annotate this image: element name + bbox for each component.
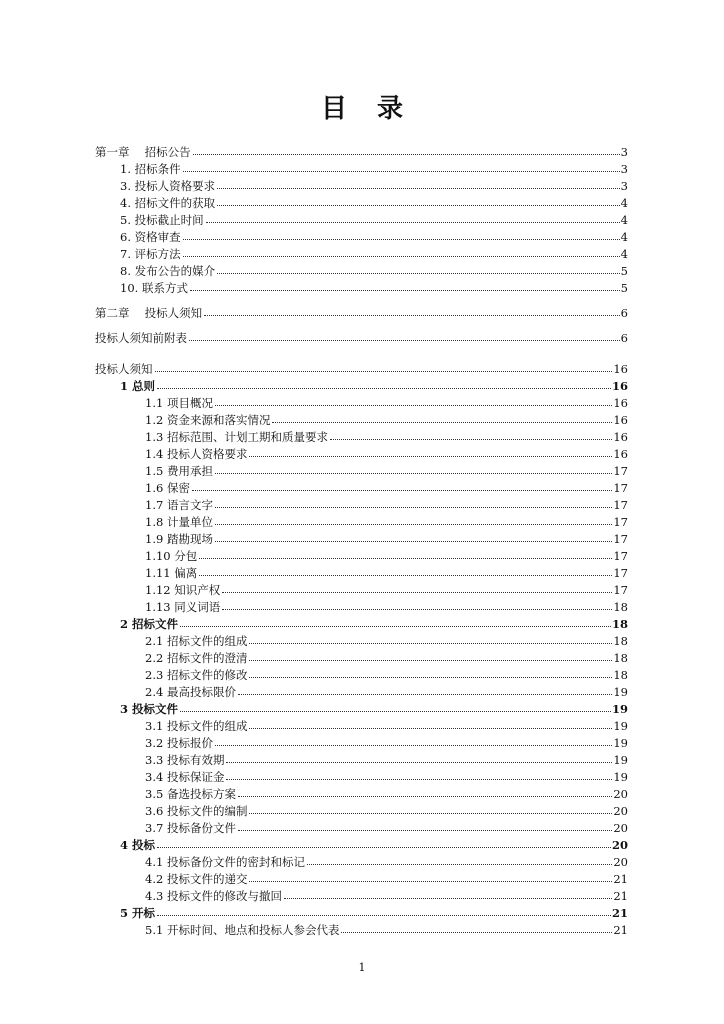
toc-entry-page: 5 [620, 264, 628, 278]
toc-entry-label: 4 投标 [120, 838, 156, 852]
toc-entry-label: 4. 招标文件的获取 [120, 196, 216, 210]
toc-entry-label: 10. 联系方式 [120, 281, 188, 295]
toc-entry-label: 3.7 投标备份文件 [145, 821, 236, 835]
toc-dot-leader [204, 315, 620, 316]
toc-entry-label: 2.3 招标文件的修改 [145, 668, 248, 682]
toc-dot-leader [183, 171, 620, 172]
toc-entry-label: 1. 招标条件 [120, 162, 181, 176]
toc-entry-page: 3 [620, 179, 628, 193]
toc-entry[interactable] [145, 717, 628, 733]
toc-dot-leader [330, 439, 612, 440]
toc-entry[interactable] [145, 496, 628, 512]
toc-entry[interactable] [120, 245, 628, 261]
toc-entry-label: 4.1 投标备份文件的密封和标记 [145, 855, 305, 869]
toc-entry-page: 19 [613, 719, 628, 733]
toc-entry-label: 2.1 招标文件的组成 [145, 634, 248, 648]
toc-entry[interactable] [95, 329, 628, 345]
toc-entry-page: 20 [613, 855, 628, 869]
toc-dot-leader [189, 340, 620, 341]
toc-entry-label: 1.6 保密 [145, 481, 190, 495]
toc-entry-label: 3.6 投标文件的编制 [145, 804, 248, 818]
toc-entry-page: 18 [613, 651, 628, 665]
toc-dot-leader [307, 864, 612, 865]
toc-entry-page: 19 [613, 736, 628, 750]
toc-entry[interactable] [95, 360, 628, 376]
toc-entry[interactable] [145, 768, 628, 784]
toc-entry-page: 17 [613, 481, 628, 495]
toc-entry-label: 1.2 资金来源和落实情况 [145, 413, 271, 427]
toc-entry-page: 16 [613, 362, 628, 376]
toc-entry-page: 17 [613, 532, 628, 546]
toc-dot-leader [206, 222, 620, 223]
toc-entry-page: 17 [613, 549, 628, 563]
toc-dot-leader [192, 490, 612, 491]
title-char-2: 录 [377, 94, 404, 124]
toc-entry[interactable] [145, 853, 628, 869]
toc-entry[interactable] [145, 479, 628, 495]
toc-entry-label: 4.3 投标文件的修改与撤回 [145, 889, 282, 903]
toc-dot-leader [249, 813, 612, 814]
toc-dot-leader [217, 205, 620, 206]
toc-dot-leader [215, 405, 612, 406]
toc-entry[interactable] [145, 683, 628, 699]
toc-dot-leader [180, 711, 611, 712]
toc-entry-page: 19 [613, 685, 628, 699]
toc-entry-label: 3.5 备选投标方案 [145, 787, 236, 801]
toc-entry-label: 1.11 偏离 [145, 566, 198, 580]
toc-entry-page: 20 [613, 804, 628, 818]
toc-entry[interactable] [145, 802, 628, 818]
toc-entry[interactable] [120, 615, 628, 631]
toc-entry-page: 5 [620, 281, 628, 295]
toc-entry[interactable] [120, 228, 628, 244]
toc-entry-page: 19 [613, 753, 628, 767]
toc-entry-label: 投标人须知前附表 [95, 331, 187, 345]
toc-entry-page: 16 [611, 379, 628, 393]
toc-dot-leader [193, 154, 620, 155]
toc-dot-leader [157, 388, 611, 389]
page-number: 1 [358, 961, 366, 974]
toc-entry-label: 1.10 分包 [145, 549, 198, 563]
page-title [0, 88, 724, 125]
toc-entry[interactable] [145, 462, 628, 478]
toc-dot-leader [215, 541, 612, 542]
toc-entry-label: 4.2 投标文件的递交 [145, 872, 248, 886]
toc-entry-page: 20 [613, 787, 628, 801]
toc-entry-page: 17 [613, 583, 628, 597]
toc-entry-page: 3 [620, 145, 628, 159]
toc-entry-page: 21 [613, 923, 628, 937]
toc-dot-leader [341, 932, 612, 933]
toc-entry-label: 2 招标文件 [120, 617, 179, 631]
toc-dot-leader [217, 273, 620, 274]
toc-entry-label: 第二章 投标人须知 [95, 306, 203, 320]
toc-dot-leader [238, 830, 612, 831]
toc-entry-label: 7. 评标方法 [120, 247, 181, 261]
toc-entry-label: 1.8 计量单位 [145, 515, 213, 529]
toc-dot-leader [284, 898, 612, 899]
toc-dot-leader [183, 256, 620, 257]
toc-entry-page: 19 [613, 770, 628, 784]
toc-entry-label: 1.7 语言文字 [145, 498, 213, 512]
toc-entry-page: 21 [613, 889, 628, 903]
toc-entry-page: 16 [613, 447, 628, 461]
toc-entry-page: 16 [613, 396, 628, 410]
toc-entry[interactable] [145, 428, 628, 444]
toc-dot-leader [215, 473, 612, 474]
toc-entry-label: 第一章 招标公告 [95, 145, 191, 159]
toc-entry[interactable] [145, 530, 628, 546]
toc-dot-leader [226, 762, 612, 763]
toc-dot-leader [190, 290, 620, 291]
toc-dot-leader [238, 796, 612, 797]
toc-entry[interactable] [145, 734, 628, 750]
toc-entry-label: 1.4 投标人资格要求 [145, 447, 248, 461]
toc-entry-page: 21 [611, 906, 628, 920]
toc-entry-page: 4 [620, 213, 628, 227]
toc-entry[interactable] [145, 394, 628, 410]
toc-dot-leader [249, 677, 612, 678]
toc-entry[interactable] [145, 632, 628, 648]
toc-entry-label: 2.2 招标文件的澄清 [145, 651, 248, 665]
toc-entry-label: 3.3 投标有效期 [145, 753, 225, 767]
toc-entry-label: 3.4 投标保证金 [145, 770, 225, 784]
toc-entry-label: 1.5 费用承担 [145, 464, 213, 478]
toc-entry[interactable] [120, 194, 628, 210]
toc-entry[interactable] [120, 262, 628, 278]
toc-dot-leader [238, 694, 612, 695]
toc-entry-label: 3.1 投标文件的组成 [145, 719, 248, 733]
toc-entry[interactable] [120, 160, 628, 176]
toc-entry-page: 4 [620, 196, 628, 210]
toc-entry-label: 3. 投标人资格要求 [120, 179, 216, 193]
toc-entry-label: 5 开标 [120, 906, 156, 920]
toc-entry-label: 3.2 投标报价 [145, 736, 213, 750]
toc-dot-leader [249, 881, 612, 882]
toc-entry[interactable] [145, 445, 628, 461]
toc-entry-label: 5. 投标截止时间 [120, 213, 204, 227]
toc-entry-page: 4 [620, 247, 628, 261]
toc-dot-leader [217, 188, 620, 189]
toc-dot-leader [222, 592, 612, 593]
toc-dot-leader [222, 609, 612, 610]
toc-entry-label: 8. 发布公告的媒介 [120, 264, 216, 278]
title-char-1: 目 [320, 94, 347, 124]
toc-entry[interactable] [145, 547, 628, 563]
toc-entry[interactable] [120, 904, 628, 920]
toc-dot-leader [249, 643, 612, 644]
toc-entry[interactable] [145, 513, 628, 529]
toc-entry-page: 19 [611, 702, 628, 716]
toc-dot-leader [215, 524, 612, 525]
toc-entry[interactable] [145, 870, 628, 886]
toc-entry-page: 20 [611, 838, 628, 852]
toc-entry-page: 18 [613, 600, 628, 614]
toc-entry-label: 3 投标文件 [120, 702, 179, 716]
toc-entry[interactable] [145, 598, 628, 614]
toc-entry[interactable] [145, 411, 628, 427]
toc-dot-leader [180, 626, 611, 627]
toc-dot-leader [157, 847, 611, 848]
toc-entry-page: 17 [613, 515, 628, 529]
toc-dot-leader [199, 575, 612, 576]
toc-dot-leader [249, 660, 612, 661]
toc-entry[interactable] [145, 785, 628, 801]
toc-entry[interactable] [145, 649, 628, 665]
toc-dot-leader [215, 745, 612, 746]
toc-entry[interactable] [145, 819, 628, 835]
toc-entry-label: 1 总则 [120, 379, 156, 393]
toc-entry[interactable] [145, 564, 628, 580]
toc-dot-leader [249, 728, 612, 729]
toc-entry-label: 1.1 项目概况 [145, 396, 213, 410]
toc-dot-leader [155, 371, 613, 372]
toc-entry-label: 6. 资格审查 [120, 230, 181, 244]
toc-entry[interactable] [95, 143, 628, 159]
toc-entry-page: 4 [620, 230, 628, 244]
toc-entry-label: 2.4 最高投标限价 [145, 685, 236, 699]
toc-entry-page: 6 [620, 306, 628, 320]
toc-entry-page: 18 [611, 617, 628, 631]
toc-entry-label: 5.1 开标时间、地点和投标人参会代表 [145, 923, 340, 937]
toc-entry[interactable] [120, 211, 628, 227]
toc-entry-page: 20 [613, 821, 628, 835]
toc-dot-leader [215, 507, 612, 508]
toc-dot-leader [249, 456, 612, 457]
toc-dot-leader [183, 239, 620, 240]
toc-entry[interactable] [120, 377, 628, 393]
toc-entry-label: 1.3 招标范围、计划工期和质量要求 [145, 430, 328, 444]
toc-entry[interactable] [95, 304, 628, 320]
toc-entry-page: 17 [613, 566, 628, 580]
toc-entry-label: 投标人须知 [95, 362, 153, 376]
toc-entry[interactable] [145, 666, 628, 682]
toc-dot-leader [199, 558, 612, 559]
toc-entry-page: 16 [613, 413, 628, 427]
toc-entry[interactable] [120, 700, 628, 716]
toc-entry[interactable] [120, 836, 628, 852]
toc-entry[interactable] [145, 751, 628, 767]
toc-entry-label: 1.13 同义词语 [145, 600, 221, 614]
toc-entry[interactable] [145, 581, 628, 597]
toc-dot-leader [272, 422, 612, 423]
toc-entry-label: 1.9 踏勘现场 [145, 532, 213, 546]
toc-entry-page: 3 [620, 162, 628, 176]
toc-entry-page: 16 [613, 430, 628, 444]
toc-entry[interactable] [145, 887, 628, 903]
toc-entry-page: 18 [613, 668, 628, 682]
toc-entry-page: 17 [613, 464, 628, 478]
toc-dot-leader [226, 779, 612, 780]
toc-entry[interactable] [120, 279, 628, 295]
toc-entry[interactable] [120, 177, 628, 193]
toc-entry[interactable] [145, 921, 628, 937]
toc-entry-page: 18 [613, 634, 628, 648]
toc-entry-label: 1.12 知识产权 [145, 583, 221, 597]
toc-entry-page: 21 [613, 872, 628, 886]
toc-entry-page: 17 [613, 498, 628, 512]
toc-dot-leader [157, 915, 611, 916]
toc-entry-page: 6 [620, 331, 628, 345]
